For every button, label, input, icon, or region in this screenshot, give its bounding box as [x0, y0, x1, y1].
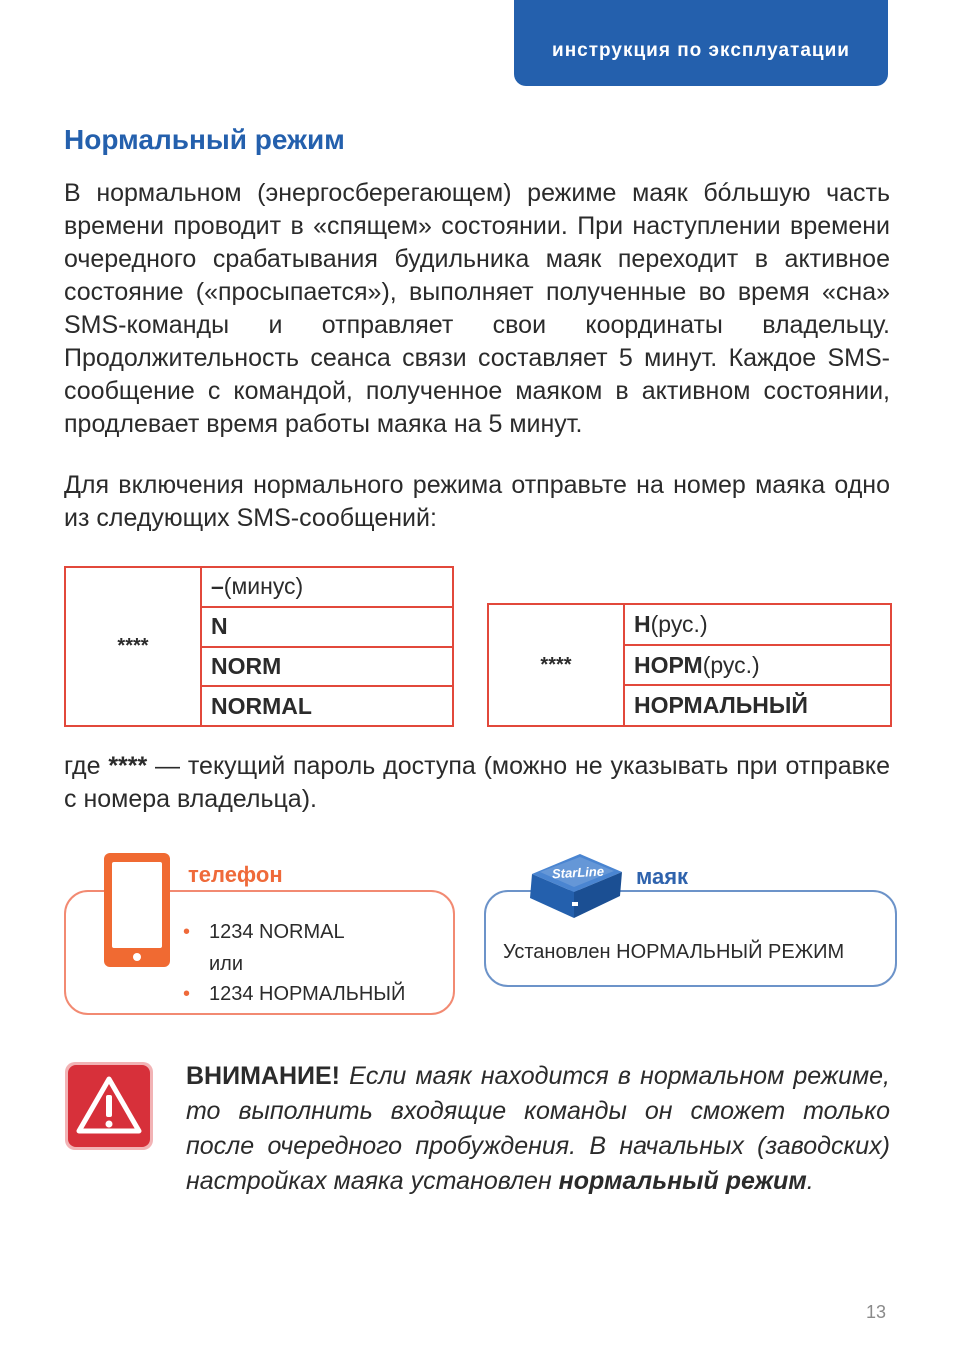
note-text: — текущий пароль доступа (можно не указывать при отправке с номера владельца).: [64, 752, 890, 813]
beacon-response: Установлен НОРМАЛЬНЫЙ РЕЖИМ: [503, 941, 845, 963]
header-section-tab: [514, 0, 888, 86]
command-code: NORM: [211, 652, 282, 679]
command-code: –: [211, 573, 224, 600]
note-prefix: где: [64, 752, 109, 780]
command-row: [202, 687, 452, 725]
command-code: НОРМАЛЬНЫЙ: [634, 692, 808, 719]
beacon-panel-label: маяк: [632, 864, 692, 890]
command-note: (минус): [223, 573, 304, 600]
warning-text: [186, 1059, 890, 1199]
smartphone-icon: [104, 853, 170, 967]
warning-icon: [64, 1061, 154, 1151]
phone-sms-option-2: 1234 НОРМАЛЬНЫЙ: [209, 983, 406, 1005]
command-note: (рус.): [650, 610, 708, 637]
password-note: [64, 750, 890, 816]
phone-or-label: или: [209, 953, 244, 975]
command-table-cyrillic: [487, 603, 892, 727]
warning-body: Если маяк находится в нормальном режиме, то выполнить входящие команды он сможет только после очередного пробуждения. В начальных (заводских) настройках маяка установлен: [186, 1062, 890, 1195]
phone-panel-label: телефон: [184, 862, 287, 888]
command-row: [202, 568, 452, 608]
instruction-paragraph: Для включения нормального режима отправьте на номер маяка одно из следующих SMS-сообщений:: [64, 471, 890, 532]
password-mask: ****: [108, 752, 148, 780]
warning-emphasis: нормальный режим: [558, 1167, 807, 1195]
bullet-icon: •: [183, 983, 191, 1005]
warning-end: .: [806, 1167, 814, 1195]
page-number: 13: [866, 1302, 887, 1322]
command-code: Н: [634, 610, 651, 637]
device-brand-label: StarLine: [551, 863, 605, 882]
beacon-device-icon: [522, 848, 626, 924]
phone-sms-option-1: 1234 NORMAL: [209, 921, 345, 943]
password-cell: ****: [489, 605, 625, 725]
command-code: НОРМ: [634, 651, 703, 678]
command-code: NORMAL: [211, 692, 312, 719]
command-note: (рус.): [702, 651, 760, 678]
warning-heading: ВНИМАНИЕ!: [186, 1062, 340, 1090]
password-cell: ****: [66, 568, 202, 725]
intro-paragraph: В нормальном (энергосберегающем) режиме маяк бóльшую часть времени проводит в «спящем» состоянии. При наступлении времени очередного срабатывания будильника маяк переходит в активное состояние («просыпается»), выполняет полученные во время «сна» SMS-команды и отправляет свои координаты владельцу. Продолжительность сеанса связи составляет 5 минут. Каждое SMS-сообщение с командой, полученное маяком в активном состоянии, продлевает время работы маяка на 5 минут.: [64, 179, 890, 438]
command-row: [625, 646, 890, 687]
command-row: [625, 686, 890, 725]
section-title: Нормальный режим: [64, 124, 345, 155]
bullet-icon: •: [183, 921, 191, 943]
command-row: [625, 605, 890, 646]
command-table-latin: [64, 566, 454, 727]
command-row: [202, 648, 452, 688]
header-section-label: инструкция по эксплуатации: [552, 40, 850, 61]
command-code: N: [211, 613, 228, 640]
command-row: [202, 608, 452, 648]
